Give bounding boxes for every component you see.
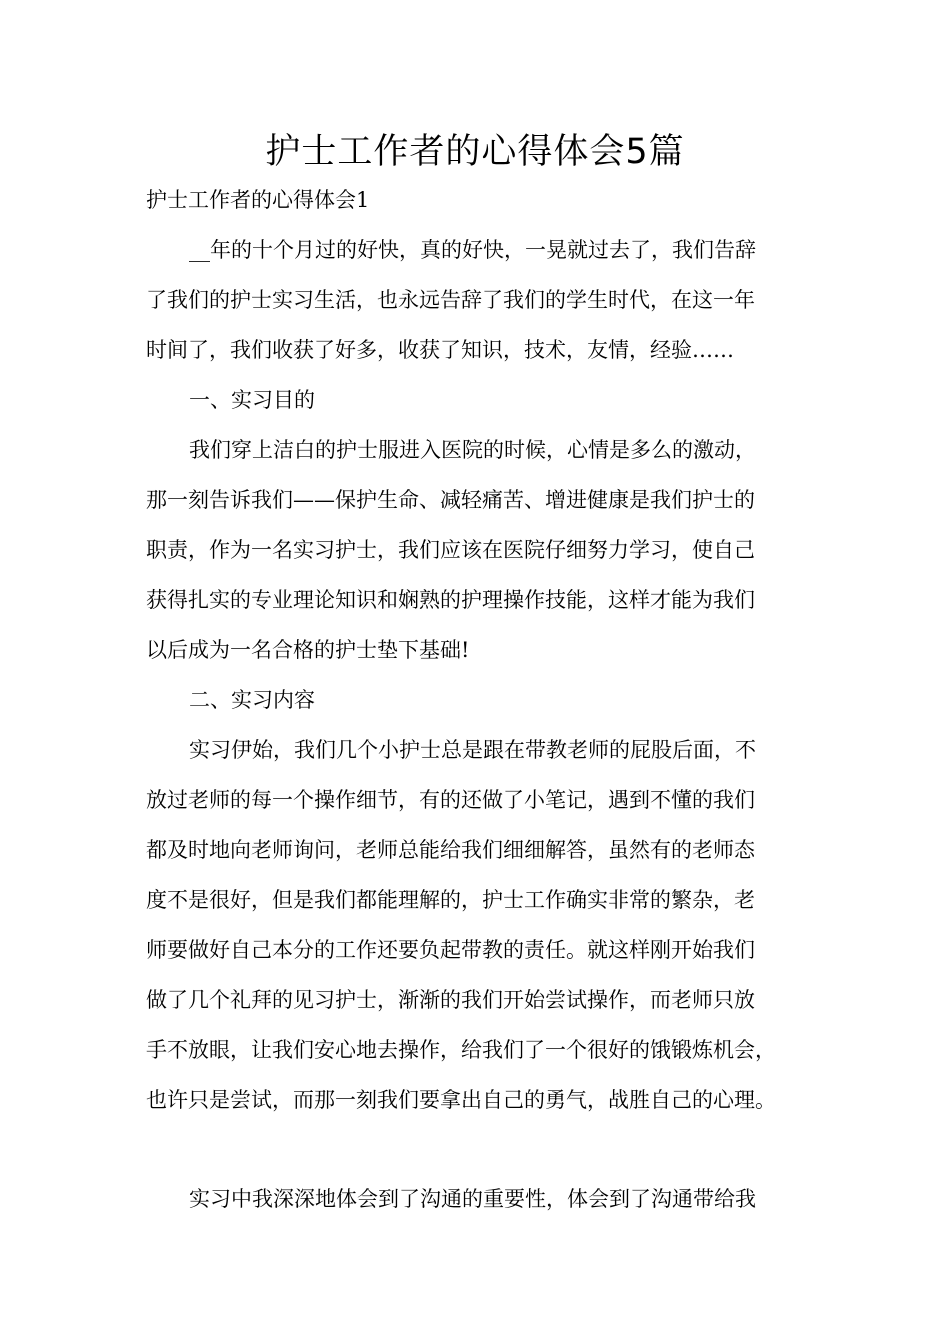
paragraph-line: 以后成为一名合格的护士垫下基础! — [146, 638, 470, 662]
paragraph-line: 那一刻告诉我们——保护生命、减轻痛苦、增进健康是我们护士的 — [146, 488, 755, 512]
paragraph-line: 时间了，我们收获了好多，收获了知识，技术，友情，经验…… — [146, 338, 734, 362]
paragraph-line: 手不放眼，让我们安心地去操作，给我们了一个很好的饿锻炼机会， — [146, 1038, 776, 1062]
section-subtitle: 护士工作者的心得体会1 — [146, 188, 370, 212]
paragraph-line: 实习伊始，我们几个小护士总是跟在带教老师的屁股后面，不 — [189, 738, 756, 762]
paragraph-line: 也许只是尝试，而那一刻我们要拿出自己的勇气，战胜自己的心理。 — [146, 1088, 776, 1112]
section-heading: 二、实习内容 — [189, 688, 315, 712]
paragraph-line: 我们穿上洁白的护士服进入医院的时候，心情是多么的激动， — [189, 438, 756, 462]
paragraph-line: 师要做好自己本分的工作还要负起带教的责任。就这样刚开始我们 — [146, 938, 755, 962]
paragraph-line: 获得扎实的专业理论知识和娴熟的护理操作技能，这样才能为我们 — [146, 588, 755, 612]
paragraph-line: 放过老师的每一个操作细节，有的还做了小笔记，遇到不懂的我们 — [146, 788, 755, 812]
paragraph-line: 都及时地向老师询问，老师总能给我们细细解答，虽然有的老师态 — [146, 838, 755, 862]
paragraph-line: 了我们的护士实习生活，也永远告辞了我们的学生时代，在这一年 — [146, 288, 755, 312]
document-title: 护士工作者的心得体会5篇 — [265, 132, 685, 172]
section-heading: 一、实习目的 — [189, 388, 315, 412]
paragraph-line: 实习中我深深地体会到了沟通的重要性，体会到了沟通带给我 — [189, 1187, 756, 1211]
paragraph-line: 度不是很好，但是我们都能理解的，护士工作确实非常的繁杂，老 — [146, 888, 755, 912]
paragraph-line: __年的十个月过的好快，真的好快，一晃就过去了，我们告辞 — [189, 238, 756, 262]
paragraph-line: 职责，作为一名实习护士，我们应该在医院仔细努力学习，使自己 — [146, 538, 755, 562]
paragraph-line: 做了几个礼拜的见习护士，渐渐的我们开始尝试操作，而老师只放 — [146, 988, 755, 1012]
